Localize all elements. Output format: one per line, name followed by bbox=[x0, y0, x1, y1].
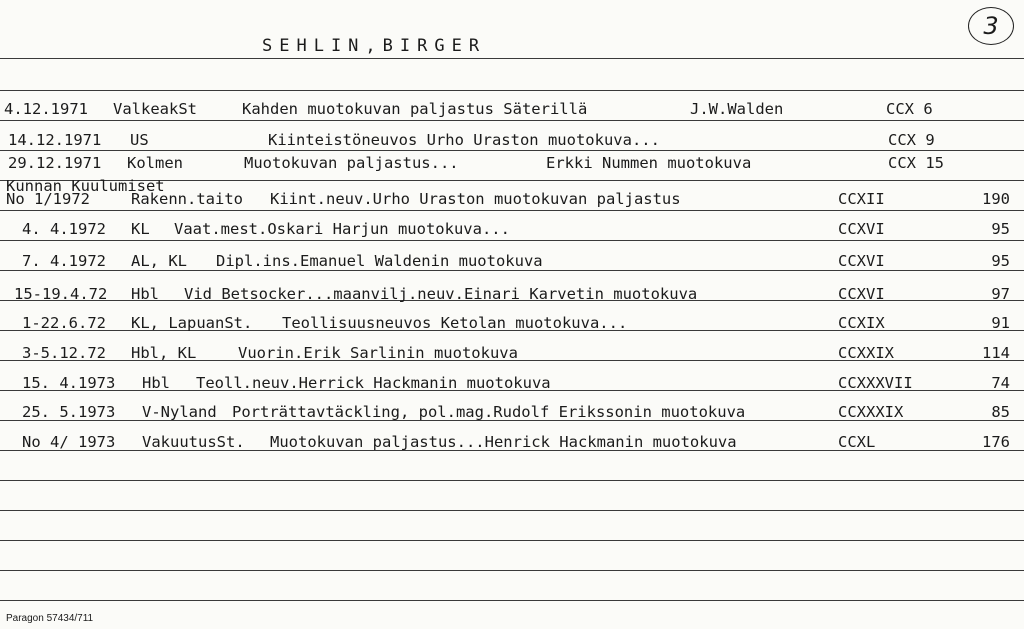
header-rule bbox=[0, 58, 1024, 59]
entry-page: 97 bbox=[991, 285, 1010, 303]
ruled-line bbox=[0, 240, 1024, 241]
entry-source: KL bbox=[131, 220, 150, 238]
entry-page: 74 bbox=[991, 374, 1010, 392]
entry-ref: CCXXXIX bbox=[838, 403, 904, 421]
entry-source: Hbl bbox=[131, 285, 159, 303]
entry-ref: CCX 9 bbox=[888, 131, 935, 149]
entry-author: J.W.Walden bbox=[690, 100, 784, 118]
ruled-line bbox=[0, 120, 1024, 121]
ruled-line bbox=[0, 90, 1024, 91]
entry-title: Teollisuusneuvos Ketolan muotokuva... bbox=[282, 314, 628, 332]
entry-author: Erkki Nummen muotokuva bbox=[546, 154, 752, 172]
entry-ref: CCXXXVII bbox=[838, 374, 913, 392]
entry-date: 15-19.4.72 bbox=[14, 285, 108, 303]
entry-date: 4. 4.1972 bbox=[22, 220, 106, 238]
entry-page: 95 bbox=[991, 252, 1010, 270]
ruled-line bbox=[0, 570, 1024, 571]
entry-ref: CCXL bbox=[838, 433, 876, 451]
ruled-line bbox=[0, 600, 1024, 601]
entry-ref: CCXVI bbox=[838, 285, 885, 303]
entry-page: 91 bbox=[991, 314, 1010, 332]
ruled-line bbox=[0, 150, 1024, 151]
entry-title: Teoll.neuv.Herrick Hackmanin muotokuva bbox=[196, 374, 551, 392]
card-number-stamp: 3 bbox=[968, 7, 1014, 45]
entry-title: Kahden muotokuvan paljastus Säterillä bbox=[242, 100, 588, 118]
entry-title: Muotokuvan paljastus...Henrick Hackmanin muotokuva bbox=[270, 433, 737, 451]
entry-page: 190 bbox=[982, 190, 1010, 208]
ruled-line bbox=[0, 210, 1024, 211]
entry-source: ValkeakSt bbox=[113, 100, 197, 118]
entry-date: 3-5.12.72 bbox=[22, 344, 106, 362]
ruled-line bbox=[0, 480, 1024, 481]
printer-mark: Paragon 57434/711 bbox=[6, 613, 94, 624]
entry-title: Dipl.ins.Emanuel Waldenin muotokuva bbox=[216, 252, 543, 270]
entry-source: Hbl, KL bbox=[131, 344, 197, 362]
entry-page: 114 bbox=[982, 344, 1010, 362]
entry-page: 176 bbox=[982, 433, 1010, 451]
entry-ref: CCX 6 bbox=[886, 100, 933, 118]
ruled-line bbox=[0, 270, 1024, 271]
entry-date: 4.12.1971 bbox=[4, 100, 88, 118]
entry-title: Porträttavtäckling, pol.mag.Rudolf Erikssonin muotokuva bbox=[232, 403, 746, 421]
entry-ref: CCXIX bbox=[838, 314, 885, 332]
entry-page: 85 bbox=[991, 403, 1010, 421]
entry-date: 1-22.6.72 bbox=[22, 314, 106, 332]
entry-page: 95 bbox=[991, 220, 1010, 238]
entry-title: Muotokuvan paljastus... bbox=[244, 154, 459, 172]
ruled-line bbox=[0, 540, 1024, 541]
entry-ref: CCXVI bbox=[838, 252, 885, 270]
entry-source: Hbl bbox=[142, 374, 170, 392]
ruled-line bbox=[0, 510, 1024, 511]
entry-title: Vid Betsocker...maanvilj.neuv.Einari Karvetin muotokuva bbox=[184, 285, 698, 303]
entry-date: 7. 4.1972 bbox=[22, 252, 106, 270]
entry-source: US bbox=[130, 131, 149, 149]
entry-date: No 4/ 1973 bbox=[22, 433, 116, 451]
entry-title: Kiint.neuv.Urho Uraston muotokuvan paljastus bbox=[270, 190, 681, 208]
entry-title: Kiinteistöneuvos Urho Uraston muotokuva... bbox=[268, 131, 660, 149]
entry-ref: CCXVI bbox=[838, 220, 885, 238]
entry-source: AL, KL bbox=[131, 252, 187, 270]
entry-title: Vaat.mest.Oskari Harjun muotokuva... bbox=[174, 220, 510, 238]
entry-date: 29.12.1971 bbox=[8, 154, 102, 172]
entry-ref: CCX 15 bbox=[888, 154, 944, 172]
card-title: SEHLIN,BIRGER bbox=[262, 36, 487, 56]
entry-source-continued: Kunnan Kuulumiset bbox=[6, 177, 165, 195]
entry-source: KL, LapuanSt. bbox=[131, 314, 253, 332]
entry-ref: CCXXIX bbox=[838, 344, 894, 362]
entry-date: 15. 4.1973 bbox=[22, 374, 116, 392]
entry-title: Vuorin.Erik Sarlinin muotokuva bbox=[238, 344, 518, 362]
entry-date: No 1/1972 bbox=[6, 190, 90, 208]
entry-date: 14.12.1971 bbox=[8, 131, 102, 149]
entry-source: Rakenn.taito bbox=[131, 190, 243, 208]
entry-source: VakuutusSt. bbox=[142, 433, 245, 451]
entry-ref: CCXII bbox=[838, 190, 885, 208]
entry-source: Kolmen bbox=[127, 154, 183, 172]
entry-date: 25. 5.1973 bbox=[22, 403, 116, 421]
entry-source: V-Nyland bbox=[142, 403, 217, 421]
